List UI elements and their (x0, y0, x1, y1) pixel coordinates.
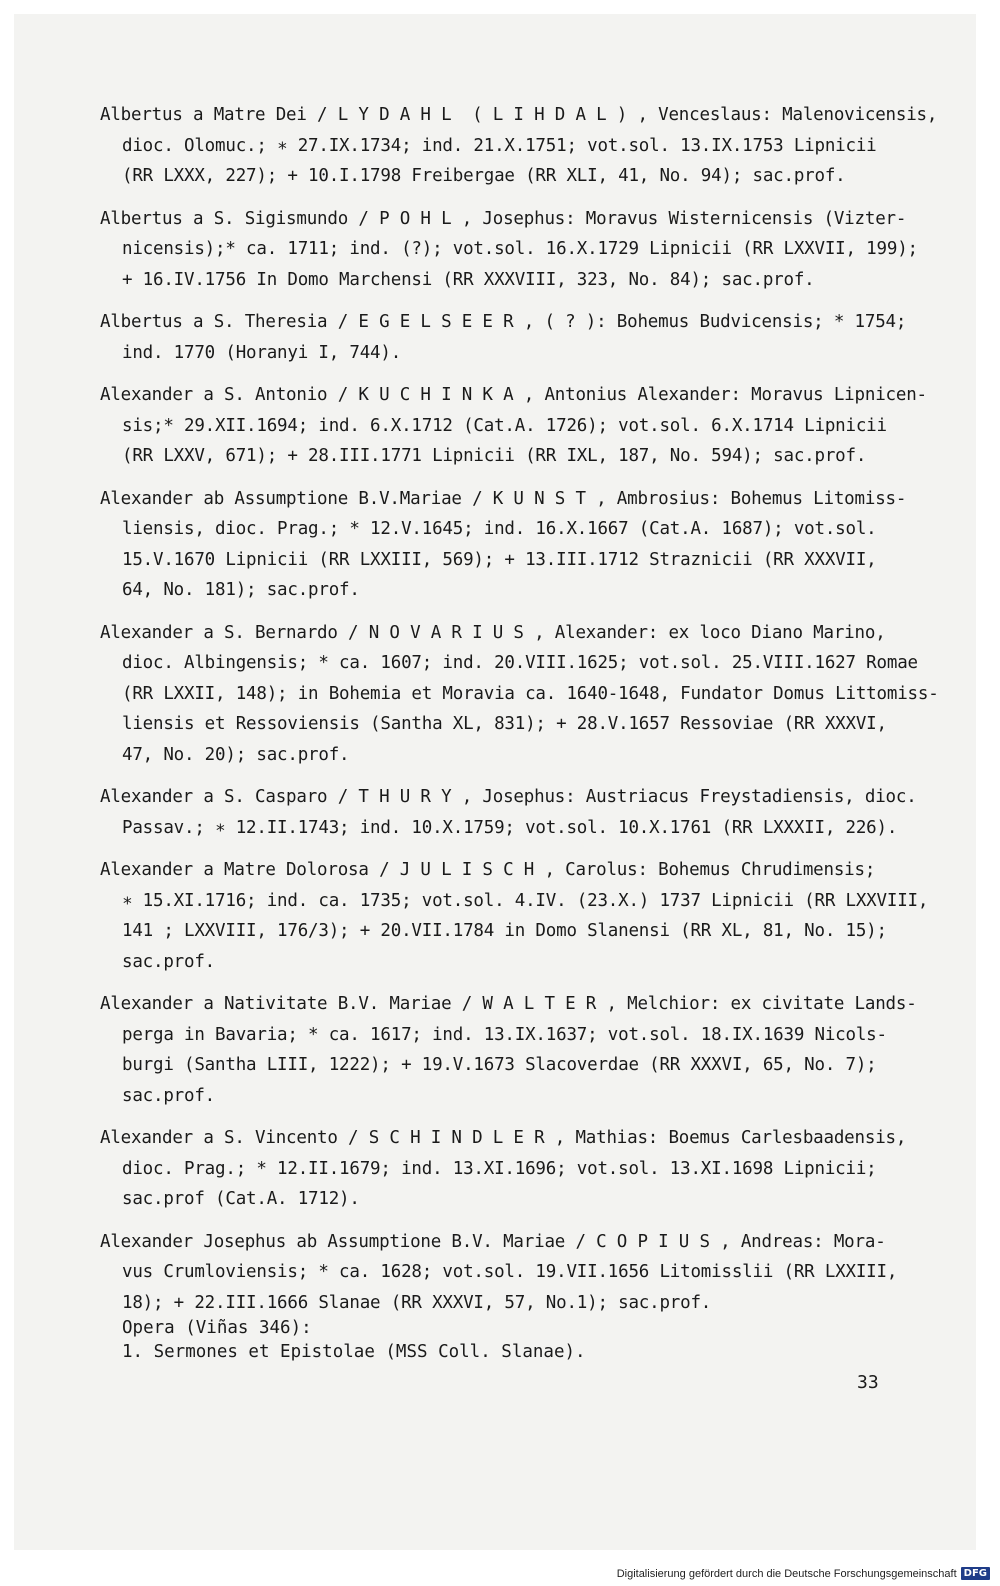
entry-text-line: nicensis);* ca. 1711; ind. (?); vot.sol. 16.X.1729 Lipnicii (RR LXXVII, 199); (122, 239, 918, 259)
catalog-entry (100, 1227, 940, 1319)
entry-heading-line: Alexander a S. Vincento / S C H I N D L E R , Mathias: Boemus Carlesbaadensis, (100, 1128, 907, 1148)
entry-heading-line: Alexander a S. Casparo / T H U R Y , Josephus: Austriacus Freystadiensis, dioc. (100, 787, 917, 807)
entry-text-line: (RR LXXV, 671); + 28.III.1771 Lipnicii (RR IXL, 187, No. 594); sac.prof. (122, 446, 867, 466)
entry-text-line: ind. 1770 (Horanyi I, 744). (122, 342, 402, 363)
entry-heading-line: Alexander Josephus ab Assumptione B.V. Mariae / C O P I U S , Andreas: Mora- (100, 1231, 886, 1252)
entry-heading-line: Alexander a S. Antonio / K U C H I N K A , Antonius Alexander: Moravus Lipnicen- (100, 385, 927, 405)
entry-text-line: 64, No. 181); sac.prof. (122, 580, 360, 600)
catalog-entry (100, 782, 940, 843)
entry-text-line: vus Crumloviensis; * ca. 1628; vot.sol. 19.VII.1656 Litomisslii (RR LXXIII, (122, 1262, 898, 1282)
catalog-entry (100, 855, 940, 977)
entry-heading-line: Alexander a S. Bernardo / N O V A R I U S , Alexander: ex loco Diano Marino, (100, 622, 886, 643)
entry-text-line: burgi (Santha LIII, 1222); + 19.V.1673 Slacoverdae (RR XXXVI, 65, No. 7); (122, 1055, 877, 1075)
entry-text-line: dioc. Albingensis; * ca. 1607; ind. 20.VIII.1625; vot.sol. 25.VIII.1627 Romae (122, 653, 918, 673)
entry-heading-line: Albertus a S. Sigismundo / P O H L , Josephus: Moravus Wisternicensis (Vizter- (100, 208, 907, 229)
catalog-entry (100, 1123, 940, 1215)
entry-text-line: + 16.IV.1756 In Domo Marchensi (RR XXXVIII, 323, No. 84); sac.prof. (122, 269, 815, 290)
entry-list (100, 100, 940, 1364)
entry-heading-line: Albertus a Matre Dei / L Y D A H L ( L I H D A L ) , Venceslaus: Malenovicensis, (100, 105, 938, 125)
entry-heading-line: Alexander a Nativitate B.V. Mariae / W A L T E R , Melchior: ex civitate Lands- (100, 994, 917, 1014)
entry-text-line: (RR LXXX, 227); + 10.I.1798 Freibergae (RR XLI, 41, No. 94); sac.prof. (122, 166, 846, 186)
entry-text-line: 141 ; LXXVIII, 176/3); + 20.VII.1784 in Domo Slanensi (RR XL, 81, No. 15); (122, 921, 887, 941)
entry-text-line: (RR LXXII, 148); in Bohemia et Moravia ca. 1640-1648, Fundator Domus Littomiss- (122, 683, 939, 704)
opera-block (100, 1316, 940, 1364)
footer-text: Digitalisierung gefördert durch die Deutsche Forschungsgemeinschaft (616, 1567, 957, 1580)
entry-text-line: sac.prof (Cat.A. 1712). (122, 1189, 360, 1209)
entry-text-line: 15.V.1670 Lipnicii (RR LXXIII, 569); + 13.III.1712 Straznicii (RR XXXVII, (122, 549, 877, 570)
catalog-entry (100, 989, 940, 1111)
catalog-entry (100, 484, 940, 606)
entry-heading-line: Albertus a S. Theresia / E G E L S E E R , ( ? ): Bohemus Budvicensis; * 1754; (100, 312, 907, 332)
page-number: 33 (857, 1372, 879, 1393)
opera-heading: Opera (Viñas 346): (122, 1318, 312, 1338)
dfg-logo: DFG (961, 1567, 990, 1580)
entry-heading-line: Alexander ab Assumptione B.V.Mariae / K U N S T , Ambrosius: Bohemus Litomiss- (100, 488, 907, 509)
entry-text-line: liensis, dioc. Prag.; * 12.V.1645; ind. 16.X.1667 (Cat.A. 1687); vot.sol. (122, 519, 877, 539)
entry-text-line: perga in Bavaria; * ca. 1617; ind. 13.IX.1637; vot.sol. 18.IX.1639 Nicols- (122, 1024, 887, 1045)
scanned-page (14, 14, 976, 1550)
catalog-entry (100, 618, 940, 771)
entry-text-line: Passav.; ∗ 12.II.1743; ind. 10.X.1759; vot.sol. 10.X.1761 (RR LXXXII, 226). (122, 817, 898, 838)
catalog-entry (100, 204, 940, 296)
entry-text-line: sac.prof. (122, 1085, 216, 1106)
entry-text-line: liensis et Ressoviensis (Santha XL, 831); + 28.V.1657 Ressoviae (RR XXXVI, (122, 714, 887, 734)
opera-item: 1. Sermones et Epistolae (MSS Coll. Slanae). (122, 1342, 586, 1362)
entry-text-line: sis;* 29.XII.1694; ind. 6.X.1712 (Cat.A. 1726); vot.sol. 6.X.1714 Lipnicii (122, 415, 887, 436)
catalog-entry (100, 100, 940, 192)
catalog-entry (100, 307, 940, 368)
entry-heading-line: Alexander a Matre Dolorosa / J U L I S C H , Carolus: Bohemus Chrudimensis; (100, 860, 876, 880)
entry-text-line: ∗ 15.XI.1716; ind. ca. 1735; vot.sol. 4.IV. (23.X.) 1737 Lipnicii (RR LXXVIII, (122, 890, 929, 911)
catalog-entry (100, 380, 940, 472)
entry-text-line: dioc. Prag.; * 12.II.1679; ind. 13.XI.1696; vot.sol. 13.XI.1698 Lipnicii; (122, 1158, 877, 1179)
digitization-footer (617, 1567, 990, 1580)
entry-text-line: 47, No. 20); sac.prof. (122, 744, 350, 765)
entry-text-line: 18); + 22.III.1666 Slanae (RR XXXVI, 57, No.1); sac.prof. (122, 1292, 712, 1313)
entry-text-line: sac.prof. (122, 951, 216, 972)
entry-text-line: dioc. Olomuc.; ∗ 27.IX.1734; ind. 21.X.1751; vot.sol. 13.IX.1753 Lipnicii (122, 135, 877, 156)
